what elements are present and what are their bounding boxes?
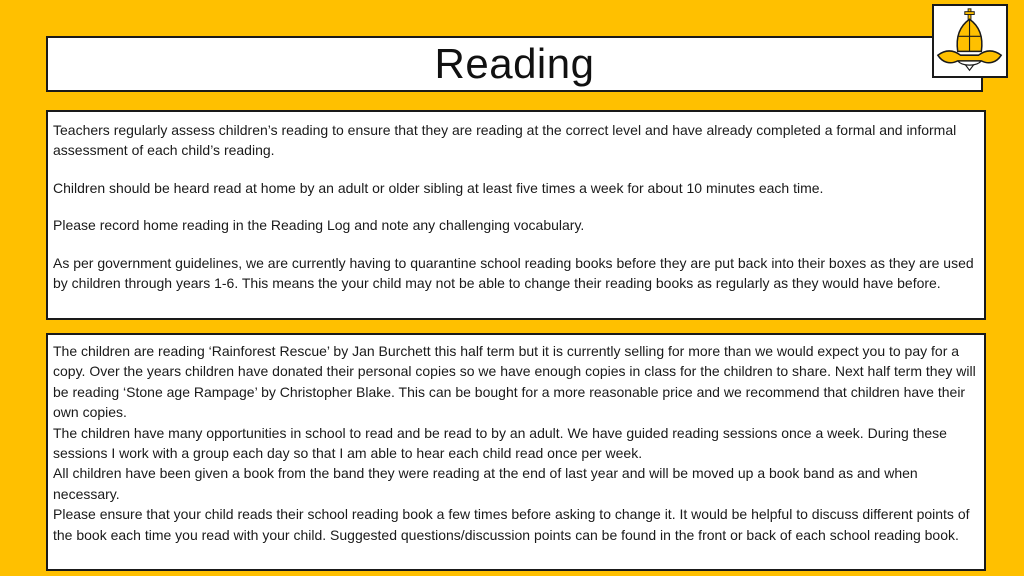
paragraph: The children are reading ‘Rainforest Rescue’ by Jan Burchett this half term but it is currently selling for more than we would expect you to pay for a copy. Over the years children have donated their personal copies so we have enough copies in class for the children to share. Next half term they will be reading ‘Stone age Rampage’ by Christopher Blake. This can be bought for a more reasonable price and we recommend that children have their own copies. (53, 343, 976, 421)
paragraph: The children have many opportunities in school to read and be read to by an adult. We have guided reading sessions once a week. During these sessions I work with a group each day so that I am able to hear each child read once per week. (53, 424, 947, 462)
page-title: Reading (434, 40, 595, 87)
paragraph: All children have been given a book from the band they were reading at the end of last year and will be moved up a book band as and when necessary. (53, 465, 918, 502)
reading-assessment-box (46, 110, 986, 320)
paragraph: As per government guidelines, we are currently having to quarantine school reading books before they are put back into their boxes as they are used by children through years 1-6. This means the your child may not be able to change their reading books as regularly as they would have before. (53, 255, 974, 291)
paragraph: Please ensure that your child reads their school reading book a few times before asking to change it. It would be helpful to discuss different points of the book each time you read with your child. Suggested questions/discussion points can be found in the front or back of each school reading book. (53, 506, 970, 543)
school-logo (932, 4, 1008, 78)
paragraph: Teachers regularly assess children’s reading to ensure that they are reading at the correct level and have already completed a formal and informal assessment of each child’s reading. (53, 122, 957, 158)
mitre-crest-icon (934, 6, 1006, 76)
paragraph: Please record home reading in the Reading Log and note any challenging vocabulary. (53, 217, 585, 234)
title-box (46, 36, 983, 92)
class-books-box (46, 333, 986, 571)
paragraph: Children should be heard read at home by an adult or older sibling at least five times a week for about 10 minutes each time. (53, 179, 824, 196)
